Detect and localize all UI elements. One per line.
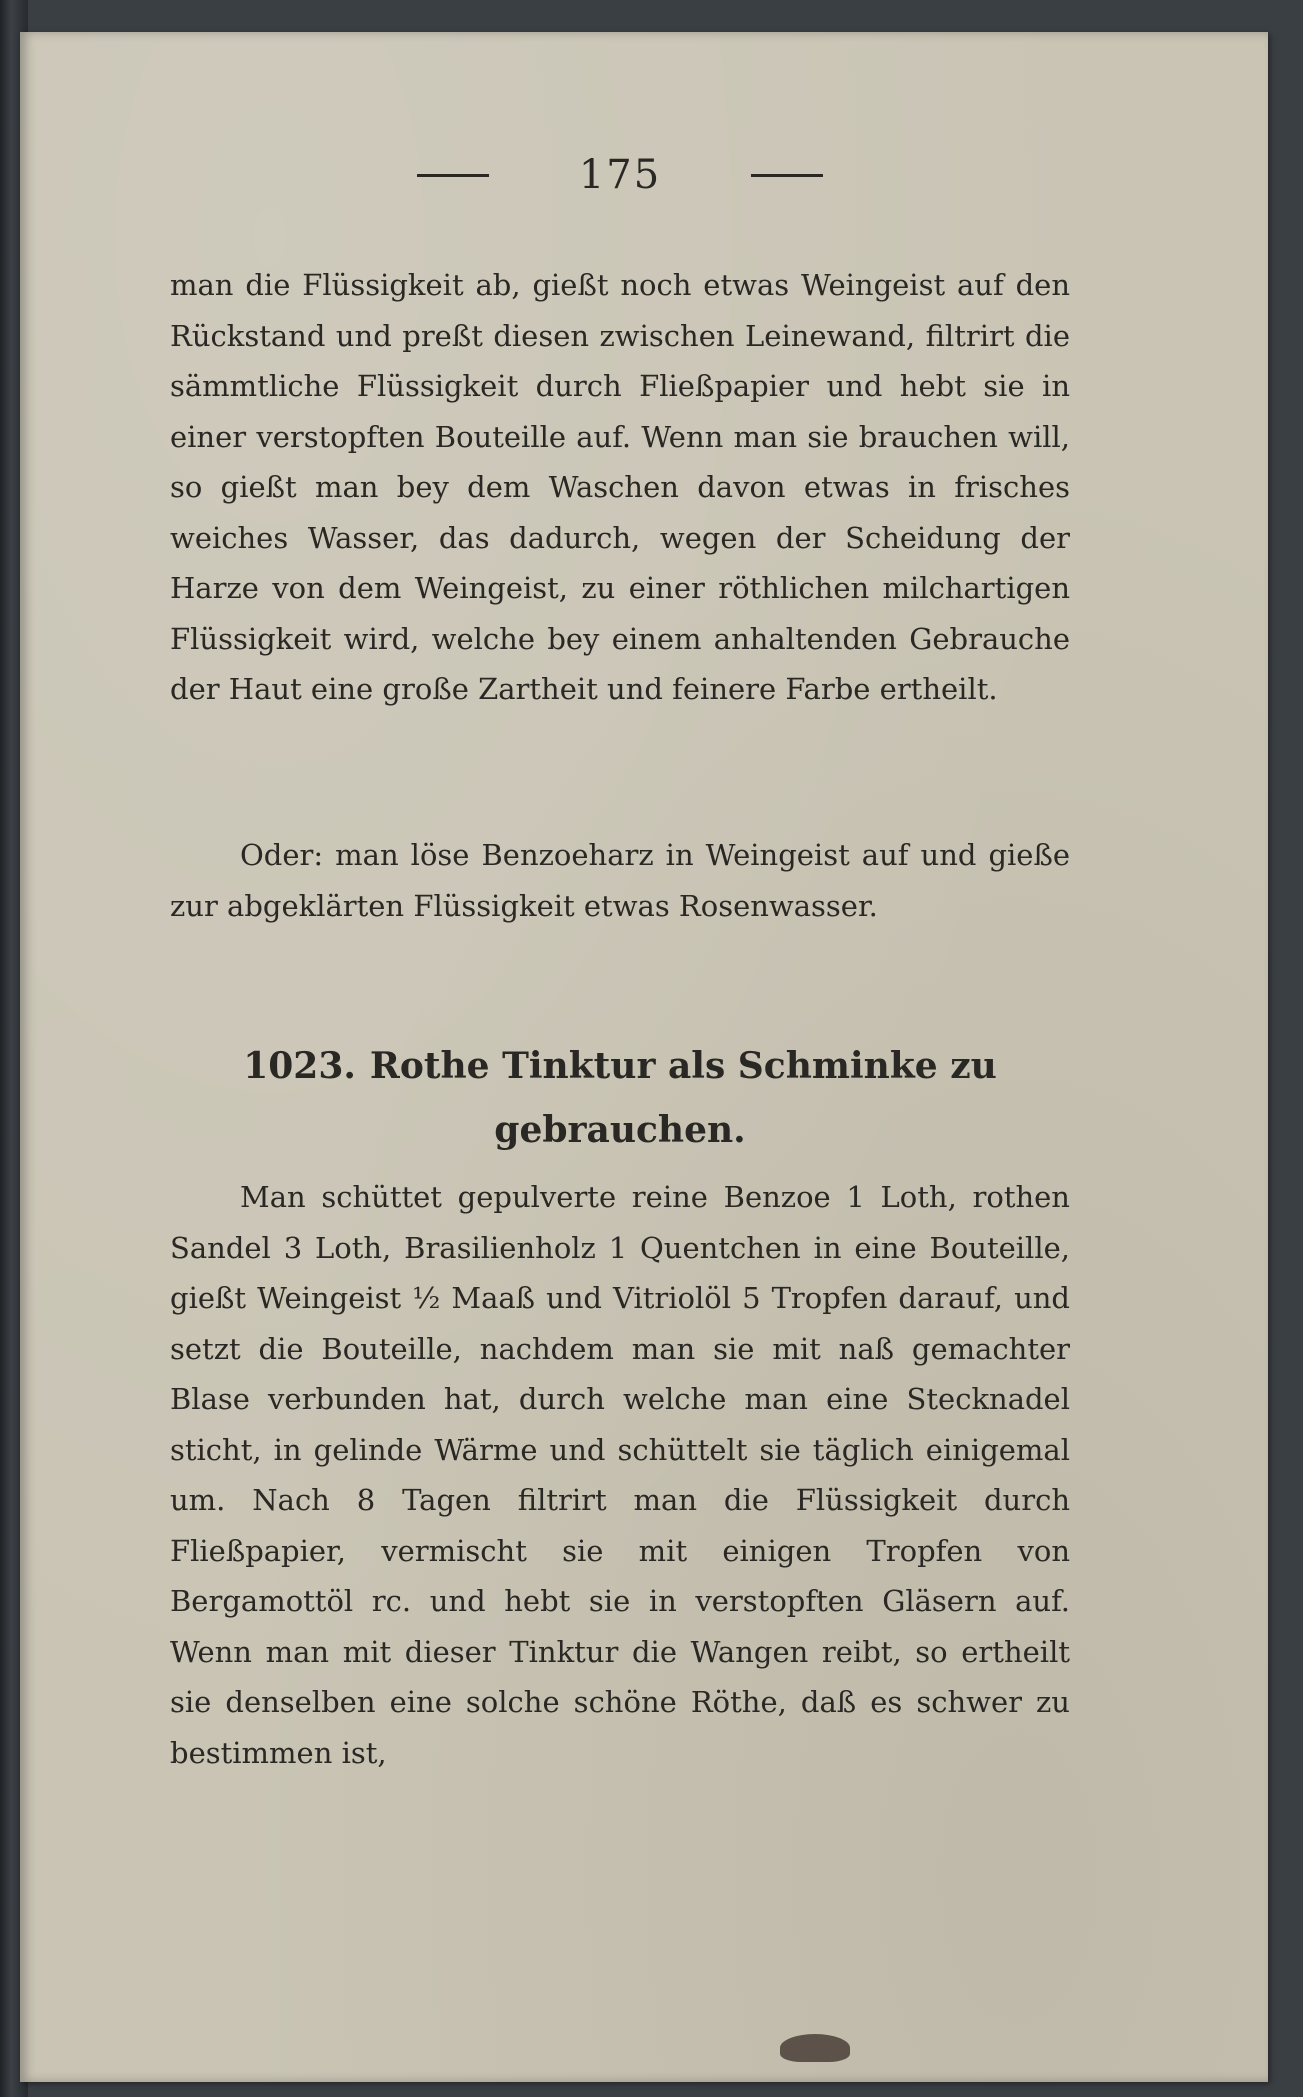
running-head (170, 152, 1070, 198)
paragraph-alternative: Oder: man löse Benzoeharz in Weingeist auf und gieße zur abgeklärten Flüssigkeit etwas Rosenwasser. (170, 838, 1070, 923)
section-body: Man schüttet gepulverte reine Benzoe 1 Loth, rothen Sandel 3 Loth, Brasilienholz 1 Quentchen in eine Bouteille, gießt Weingeist ½ Maaß und Vitriolöl 5 Tropfen darauf, und setzt die Bouteille, nachdem man sie mit naß gemachter Blase verbunden hat, durch welche man eine Stecknadel sticht, in gelinde Wärme und schüttelt sie täglich einigemal um. Nach 8 Tagen filtrirt man die Flüssigkeit durch Fließpapier, vermischt sie mit einigen Tropfen von Bergamottöl rc. und hebt sie in verstopften Gläsern auf. Wenn man mit dieser Tinktur die Wangen reibt, so ertheilt sie denselben eine solche schöne Röthe, daß es schwer zu bestimmen ist, (170, 1180, 1070, 1770)
left-dash (417, 174, 489, 177)
section-number: 1023. (243, 1045, 356, 1087)
section-title: Rothe Tinktur als Schminke zu gebrauchen. (369, 1045, 997, 1151)
section-heading (170, 1034, 1070, 1162)
book-page (20, 32, 1268, 2082)
right-dash (751, 174, 823, 177)
ink-smudge (780, 2034, 850, 2062)
page-number: 175 (578, 152, 662, 198)
paragraph-continued: man die Flüssigkeit ab, gießt noch etwas Weingeist auf den Rückstand und preßt diesen zwischen Leinewand, filtrirt die sämmtliche Flüssigkeit durch Fließpapier und hebt sie in einer verstopften Bouteille auf. Wenn man sie brauchen will, so gießt man bey dem Waschen davon etwas in frisches weiches Wasser, das dadurch, wegen der Scheidung der Harze von dem Weingeist, zu einer röthlichen milchartigen Flüssigkeit wird, welche bey einem anhaltenden Gebrauche der Haut eine große Zartheit und feinere Farbe ertheilt. (170, 268, 1070, 706)
